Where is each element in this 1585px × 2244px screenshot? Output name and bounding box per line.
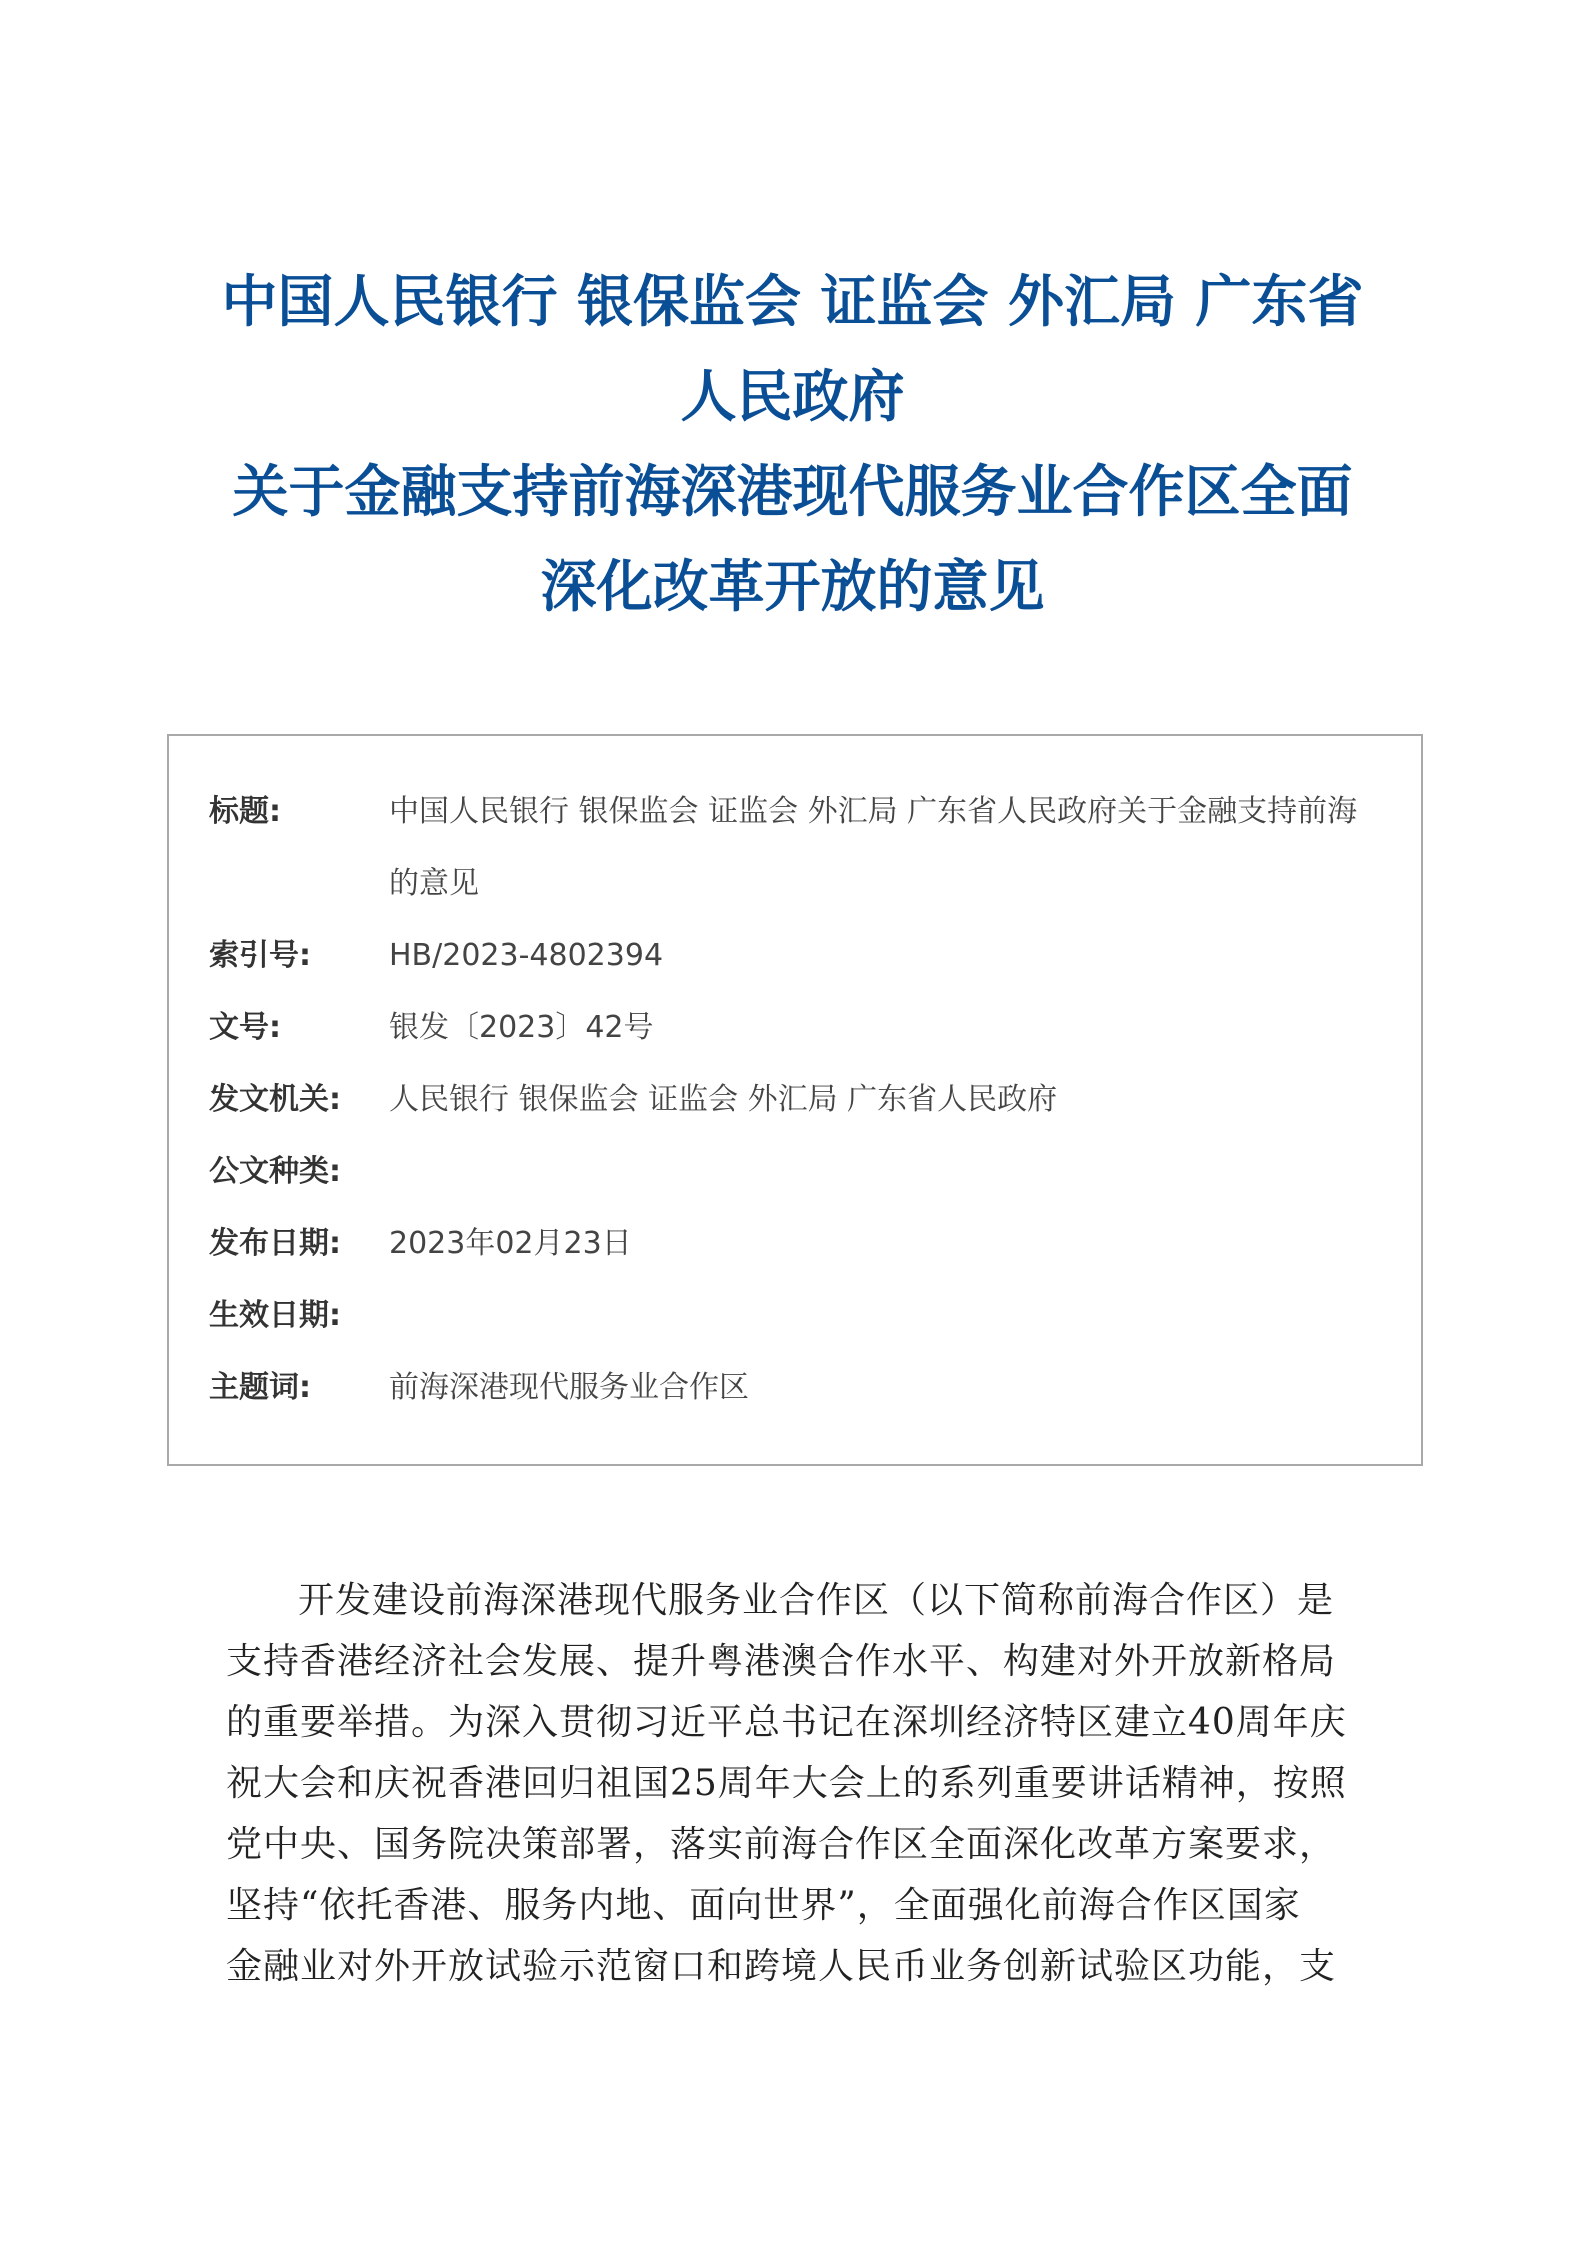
body-line: 金融业对外开放试验示范窗口和跨境人民币业务创新试验区功能，支 [226, 1946, 1337, 1987]
meta-value: 人民银行 银保监会 证监会 外汇局 广东省人民政府 [389, 1082, 1058, 1117]
meta-label: 标题: [209, 794, 281, 829]
document-body [226, 1570, 1359, 1997]
meta-label: 索引号: [209, 938, 311, 973]
body-line: 祝大会和庆祝香港回归祖国25周年大会上的系列重要讲话精神，按照 [226, 1763, 1347, 1804]
meta-value: 2023年02月23日 [389, 1226, 632, 1261]
body-line: 党中央、国务院决策部署，落实前海合作区全面深化改革方案要求， [226, 1824, 1337, 1865]
meta-label: 主题词: [209, 1370, 311, 1405]
meta-value: HB/2023-4802394 [389, 938, 664, 973]
meta-value: 银发〔2023〕42号 [389, 1010, 654, 1045]
title-line: 深化改革开放的意见 [540, 555, 1045, 620]
meta-label: 公文种类: [209, 1154, 341, 1189]
meta-value [389, 776, 1357, 920]
body-line: 支持香港经济社会发展、提升粤港澳合作水平、构建对外开放新格局 [226, 1641, 1337, 1682]
body-line: 的重要举措。为深入贯彻习近平总书记在深圳经济特区建立40周年庆 [226, 1702, 1347, 1743]
meta-value-line: 中国人民银行 银保监会 证监会 外汇局 广东省人民政府关于金融支持前海 [389, 794, 1358, 829]
body-line: 开发建设前海深港现代服务业合作区（以下简称前海合作区）是 [298, 1580, 1335, 1621]
body-line: 坚持“依托香港、服务内地、面向世界”，全面强化前海合作区国家 [226, 1885, 1301, 1926]
meta-label: 文号: [209, 1010, 281, 1045]
meta-label: 发文机关: [209, 1082, 341, 1117]
meta-value-line: 的意见 [389, 866, 479, 901]
title-line: 关于金融支持前海深港现代服务业合作区全面 [232, 460, 1353, 525]
document-title [150, 255, 1435, 635]
meta-value: 前海深港现代服务业合作区 [389, 1370, 749, 1405]
title-line: 中国人民银行 银保监会 证监会 外汇局 广东省 [221, 270, 1364, 335]
document-metadata-box [167, 734, 1423, 1466]
title-line: 人民政府 [680, 365, 905, 430]
meta-label: 发布日期: [209, 1226, 341, 1261]
meta-label: 生效日期: [209, 1298, 341, 1333]
